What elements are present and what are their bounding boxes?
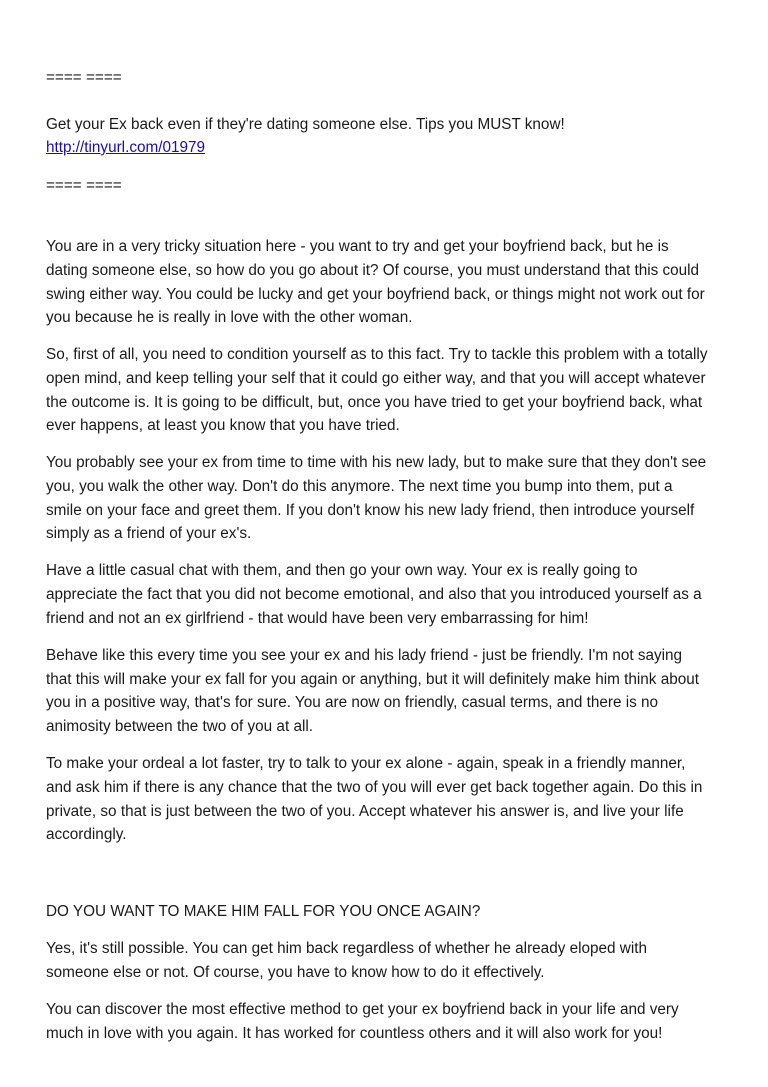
paragraph-line: open mind, and keep telling your self that it could go either way, and that you will accept whatever	[46, 370, 706, 387]
paragraph-line: and ask him if there is any chance that the two of you will ever get back together again. Do this in	[46, 779, 703, 796]
paragraph-line: animosity between the two of you at all.	[46, 718, 313, 735]
paragraph-line: private, so that is just between the two of you. Accept whatever his answer is, and live your life	[46, 803, 684, 820]
paragraph-line: You are in a very tricky situation here - you want to try and get your boyfriend back, but he is	[46, 238, 669, 255]
paragraph-line: that this will make your ex fall for you again or anything, but it will definitely make him think about	[46, 671, 699, 688]
paragraph-line: friend and not an ex girlfriend - that would have been very embarrassing for him!	[46, 610, 589, 627]
separator-bottom: ==== ====	[46, 177, 122, 194]
paragraph-line: someone else or not. Of course, you have to know how to do it effectively.	[46, 964, 545, 981]
paragraph-line: To make your ordeal a lot faster, try to talk to your ex alone - again, speak in a friendly manner,	[46, 755, 686, 772]
paragraph-line: you because he is really in love with the other woman.	[46, 309, 413, 326]
promo-text: Get your Ex back even if they're dating someone else. Tips you MUST know!	[46, 116, 565, 133]
paragraph-line: So, first of all, you need to condition yourself as to this fact. Try to tackle this problem with a totally	[46, 346, 708, 363]
paragraph-line: much in love with you again. It has worked for countless others and it will also work for you!	[46, 1025, 663, 1042]
paragraph-line: simply as a friend of your ex's.	[46, 525, 252, 542]
paragraph-line: Have a little casual chat with them, and then go your own way. Your ex is really going to	[46, 562, 638, 579]
paragraph-line: the outcome is. It is going to be difficult, but, once you have tried to get your boyfriend back, what	[46, 394, 703, 411]
paragraph-line: dating someone else, so how do you go about it? Of course, you must understand that this could	[46, 262, 700, 279]
paragraph-line: you in a positive way, that's for sure. You are now on friendly, casual terms, and there is no	[46, 694, 659, 711]
paragraph-line: accordingly.	[46, 826, 127, 843]
paragraph-line: you, you walk the other way. Don't do this anymore. The next time you bump into them, put a	[46, 478, 673, 495]
separator-top: ==== ====	[46, 69, 122, 86]
paragraph-line: appreciate the fact that you did not become emotional, and also that you introduced yourself as a	[46, 586, 702, 603]
paragraph-line: swing either way. You could be lucky and get your boyfriend back, or things might not work out for	[46, 286, 705, 303]
paragraph-line: Behave like this every time you see your ex and his lady friend - just be friendly. I'm not saying	[46, 647, 683, 664]
paragraph-line: ever happens, at least you know that you have tried.	[46, 417, 400, 434]
promo-link[interactable]: http://tinyurl.com/01979	[46, 139, 206, 156]
paragraph-line: You can discover the most effective method to get your ex boyfriend back in your life and very	[46, 1001, 679, 1018]
paragraph-line: You probably see your ex from time to time with his new lady, but to make sure that they don't see	[46, 454, 707, 471]
paragraph-line: smile on your face and greet them. If you don't know his new lady friend, then introduce yourself	[46, 502, 695, 519]
paragraph-line: Yes, it's still possible. You can get him back regardless of whether he already eloped with	[46, 940, 647, 957]
cta-heading: DO YOU WANT TO MAKE HIM FALL FOR YOU ONCE AGAIN?	[46, 903, 481, 920]
